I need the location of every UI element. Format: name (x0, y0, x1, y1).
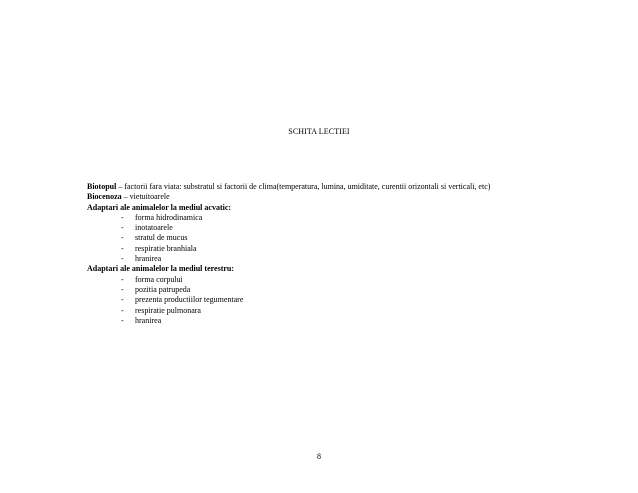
list-dash: - (121, 212, 124, 222)
list-dash: - (121, 295, 124, 305)
biotop-definition: – factorii fara viata: substratul si factorii de clima(temperatura, lumina, umiditate, curentii orizontali si verticali, etc) (116, 182, 491, 191)
list-item (87, 275, 627, 285)
list-item-text: pozitia patrupeda (135, 284, 191, 294)
list-dash: - (121, 284, 124, 294)
biocenoza-term: Biocenoza (87, 192, 122, 202)
list-item-text: inotatoarele (135, 223, 173, 233)
list-dash: - (121, 243, 124, 253)
biotop-line (87, 182, 627, 192)
list-item (87, 306, 627, 316)
list-item-text: hranirea (135, 254, 162, 264)
list-item-text: forma hidrodinamica (135, 212, 203, 222)
list-item (87, 223, 627, 233)
terrestrial-adaptations-heading: Adaptari ale animalelor la mediul terestru: (87, 264, 235, 274)
list-item-text: respiratie pulmonara (135, 305, 201, 315)
list-item-text: prezenta productiilor tegumentare (135, 295, 244, 305)
list-item (87, 316, 627, 326)
biocenoza-definition: – vietuitoarele (121, 192, 170, 202)
list-item-text: hranirea (135, 315, 162, 325)
page-title: SCHITA LECTIEI (288, 127, 350, 136)
list-item (87, 295, 627, 305)
biotop-term: Biotopul (87, 182, 117, 191)
page-number: 8 (317, 452, 321, 461)
list-item-text: stratul de mucus (135, 233, 188, 243)
list-dash: - (121, 254, 124, 264)
list-item-text: forma corpului (135, 274, 183, 284)
list-item (87, 285, 627, 295)
list-item (87, 244, 627, 254)
list-dash: - (121, 223, 124, 233)
biocenoza-line (87, 192, 627, 202)
list-item-text: respiratie branhiala (135, 243, 197, 253)
list-item (87, 233, 627, 243)
list-dash: - (121, 233, 124, 243)
aquatic-adaptations-heading: Adaptari ale animalelor la mediul acvatic: (87, 202, 232, 212)
list-item (87, 254, 627, 264)
list-dash: - (121, 305, 124, 315)
list-dash: - (121, 315, 124, 325)
list-item (87, 213, 627, 223)
list-dash: - (121, 274, 124, 284)
lesson-outline (87, 182, 627, 326)
